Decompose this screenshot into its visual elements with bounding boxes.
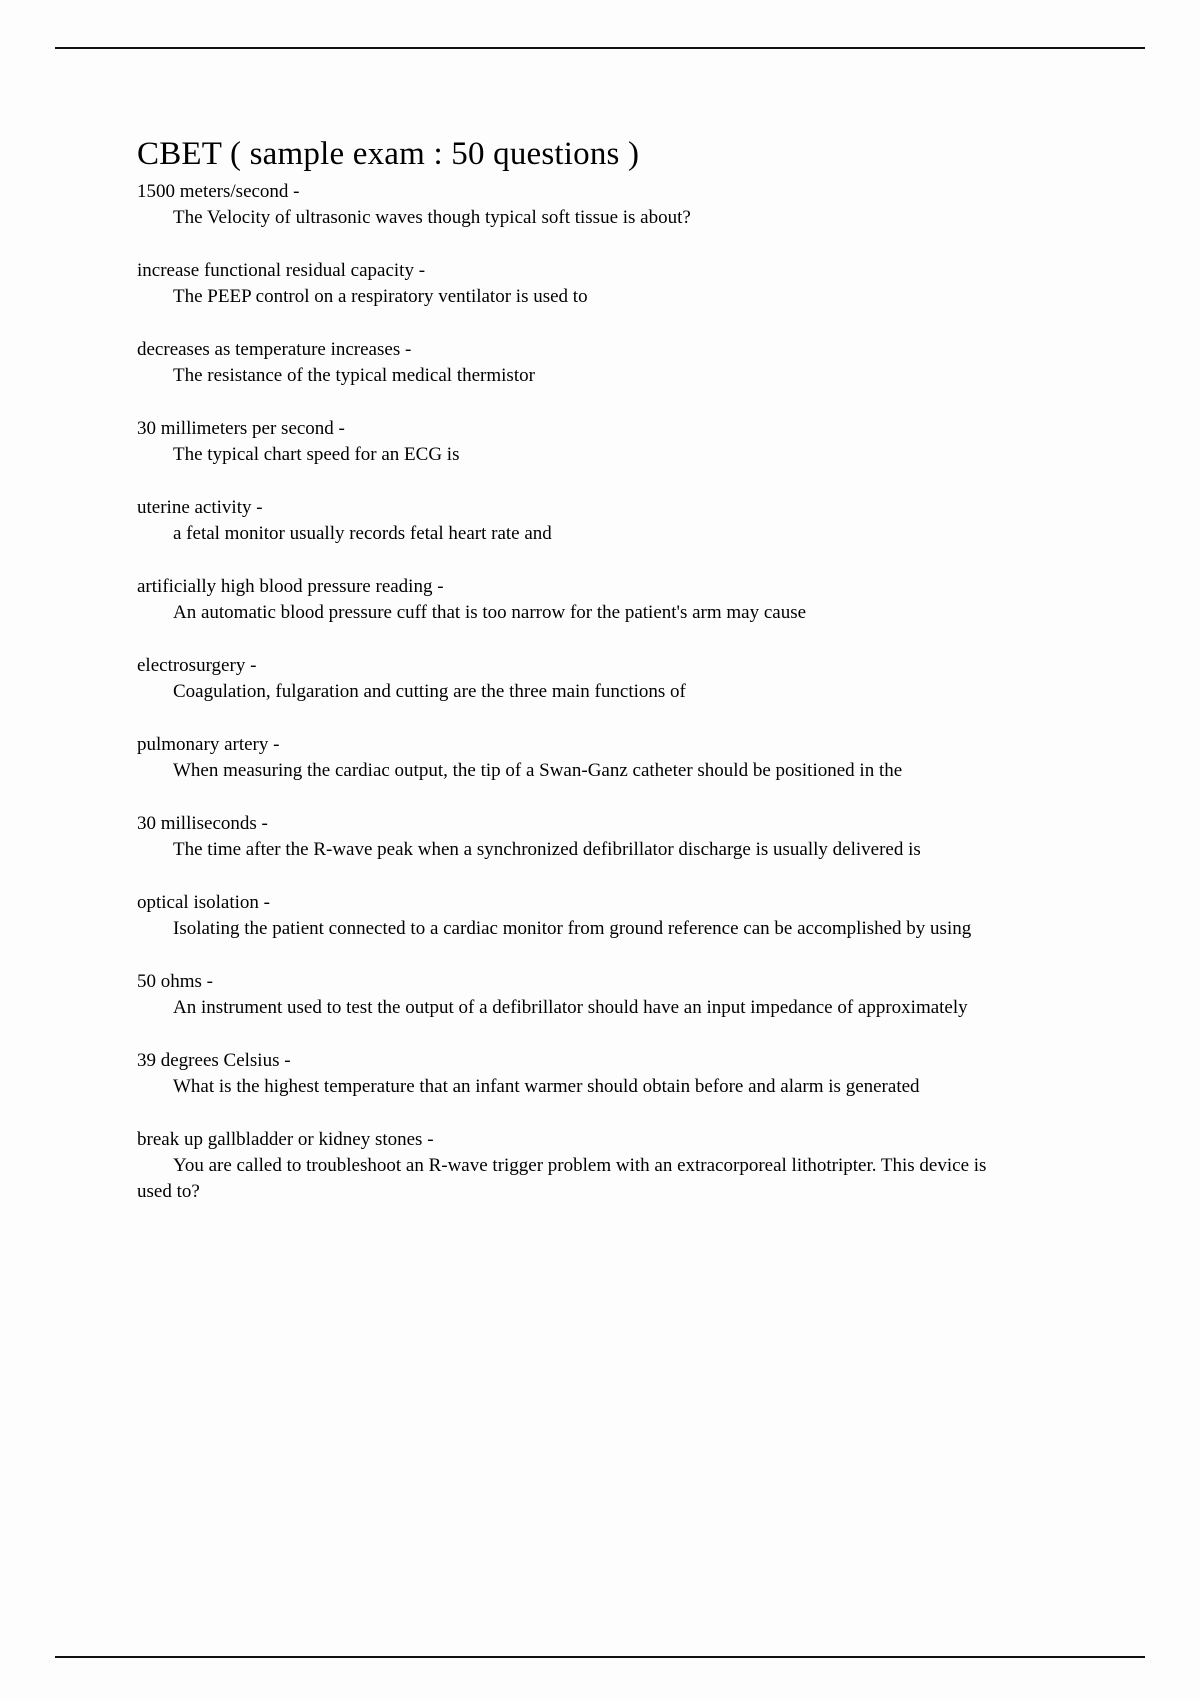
answer-text: pulmonary artery - bbox=[137, 734, 280, 756]
answer-text: 30 milliseconds - bbox=[137, 813, 268, 835]
qa-item bbox=[137, 416, 1017, 468]
question-text: The Velocity of ultrasonic waves though typical soft tissue is about? bbox=[173, 207, 691, 229]
question-text: What is the highest temperature that an infant warmer should obtain before and alarm is generated bbox=[173, 1076, 920, 1098]
document-content bbox=[137, 134, 1017, 1232]
answer-text: artificially high blood pressure reading - bbox=[137, 576, 444, 598]
page-title: CBET ( sample exam : 50 questions ) bbox=[137, 136, 640, 172]
qa-item bbox=[137, 732, 1017, 784]
qa-item bbox=[137, 495, 1017, 547]
answer-text: 30 millimeters per second - bbox=[137, 418, 345, 440]
answer-text: electrosurgery - bbox=[137, 655, 257, 677]
qa-item bbox=[137, 653, 1017, 705]
answer-text: 39 degrees Celsius - bbox=[137, 1050, 291, 1072]
question-text: You are called to troubleshoot an R-wave trigger problem with an extracorporeal lithotripter. This device is used to? bbox=[137, 1155, 987, 1203]
answer-text: increase functional residual capacity - bbox=[137, 260, 426, 282]
question-text: An instrument used to test the output of a defibrillator should have an input impedance of approximately bbox=[173, 997, 968, 1019]
answer-text: uterine activity - bbox=[137, 497, 263, 519]
question-text: The typical chart speed for an ECG is bbox=[173, 444, 460, 466]
qa-item bbox=[137, 179, 1017, 231]
answer-text: break up gallbladder or kidney stones - bbox=[137, 1129, 434, 1151]
question-text: An automatic blood pressure cuff that is too narrow for the patient's arm may cause bbox=[173, 602, 807, 624]
top-divider bbox=[55, 47, 1145, 49]
question-text: a fetal monitor usually records fetal heart rate and bbox=[173, 523, 552, 545]
answer-text: 50 ohms - bbox=[137, 971, 213, 993]
qa-item bbox=[137, 969, 1017, 1021]
question-text: The time after the R-wave peak when a synchronized defibrillator discharge is usually delivered is bbox=[173, 839, 921, 861]
answer-text: optical isolation - bbox=[137, 892, 270, 914]
qa-item bbox=[137, 811, 1017, 863]
qa-item bbox=[137, 574, 1017, 626]
qa-item bbox=[137, 1048, 1017, 1100]
qa-item bbox=[137, 337, 1017, 389]
question-text: Coagulation, fulgaration and cutting are the three main functions of bbox=[173, 681, 686, 703]
question-text: When measuring the cardiac output, the tip of a Swan-Ganz catheter should be positioned in the bbox=[173, 760, 903, 782]
qa-item bbox=[137, 258, 1017, 310]
question-text: The PEEP control on a respiratory ventilator is used to bbox=[173, 286, 588, 308]
question-text: Isolating the patient connected to a cardiac monitor from ground reference can be accomplished by using bbox=[173, 918, 972, 940]
answer-text: 1500 meters/second - bbox=[137, 181, 300, 203]
answer-text: decreases as temperature increases - bbox=[137, 339, 412, 361]
bottom-divider bbox=[55, 1656, 1145, 1658]
question-text: The resistance of the typical medical thermistor bbox=[173, 365, 535, 387]
qa-item bbox=[137, 1127, 1017, 1205]
qa-item bbox=[137, 890, 1017, 942]
